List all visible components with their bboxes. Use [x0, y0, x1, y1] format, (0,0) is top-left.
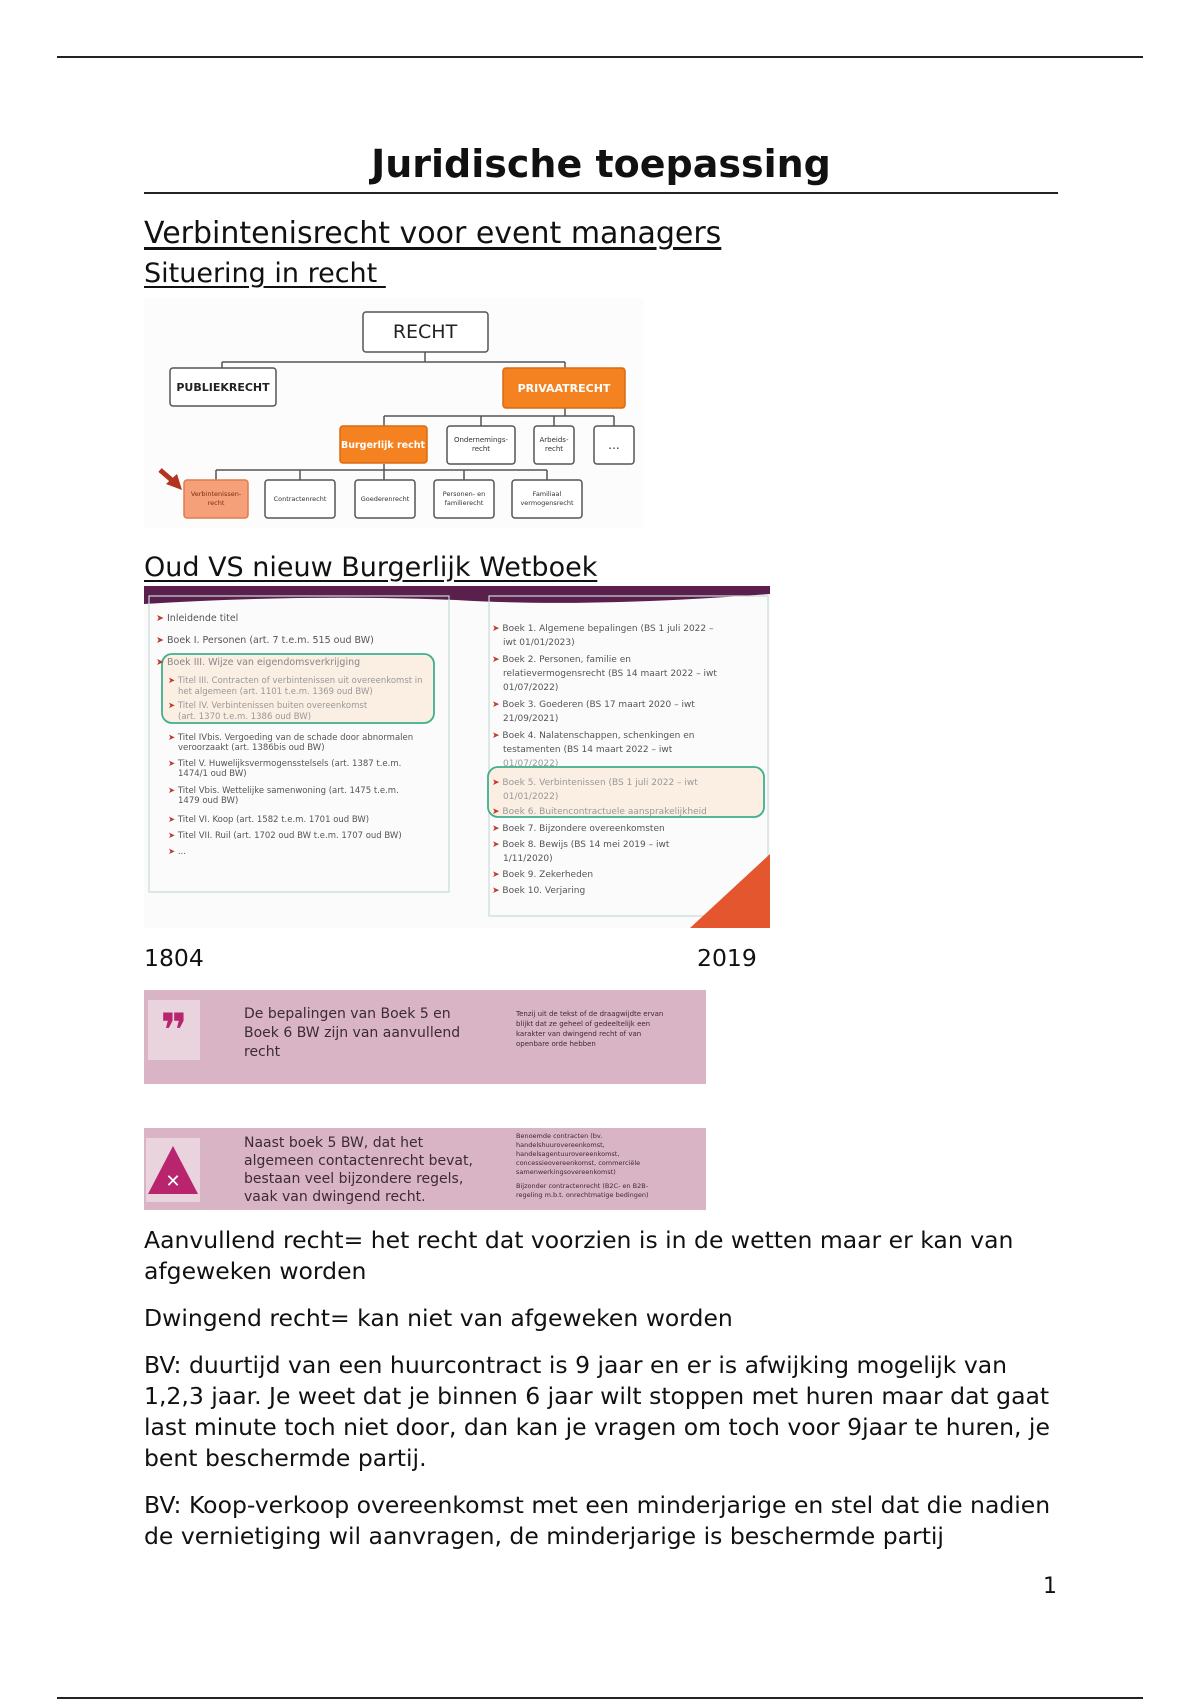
- svg-text:➤ Boek 7. Bijzondere overeenko: ➤ Boek 7. Bijzondere overeenkomsten: [492, 824, 665, 834]
- new-item-6: Boek 7. Bijzondere overeenkomsten: [502, 824, 665, 834]
- callout2-main-line3: bestaan veel bijzondere regels,: [244, 1171, 464, 1187]
- svg-text:relatievermogensrecht (BS 14 m: relatievermogensrecht (BS 14 maart 2022 – iwt: [503, 669, 717, 679]
- node-more: [594, 426, 634, 464]
- callout1-side-line4: openbare orde hebben: [516, 1040, 596, 1048]
- page-title: Juridische toepassing: [371, 142, 831, 186]
- svg-text:➤ Titel VI. Koop (art. 1582 t.: ➤ Titel VI. Koop (art. 1582 t.e.m. 1701 oud BW): [168, 815, 370, 825]
- leaf-goederenrecht-label: Goederenrecht: [360, 495, 410, 503]
- new-item-9: Boek 10. Verjaring: [502, 886, 586, 896]
- leaf-personen-line1: Personen- en: [442, 490, 486, 498]
- svg-text:➤ Boek I. Personen (art. 7 t.e: ➤ Boek I. Personen (art. 7 t.e.m. 515 oud BW): [156, 635, 374, 646]
- svg-text:1479 oud BW): 1479 oud BW): [178, 796, 239, 806]
- node-arbeids-line1: Arbeids-: [539, 436, 569, 444]
- svg-text:➤ Boek 2. Personen, familie en: ➤ Boek 2. Personen, familie en: [492, 655, 631, 665]
- node-ondernemingsrecht: [447, 426, 515, 464]
- svg-text:het algemeen (art. 1101 t.e.m.: het algemeen (art. 1101 t.e.m. 1369 oud BW): [178, 687, 373, 697]
- callout2-side-line3: handelsagentuurovereenkomst,: [516, 1150, 620, 1158]
- node-contractenrecht: [265, 480, 335, 518]
- section-heading-oud-nieuw: Oud VS nieuw Burgerlijk Wetboek: [144, 552, 598, 583]
- old-item-9: Titel VII. Ruil (art. 1702 oud BW t.e.m. 1707 oud BW): [177, 831, 402, 841]
- leaf-verbintenissen-line1: Verbintenissen-: [190, 490, 242, 498]
- svg-text:01/07/2022): 01/07/2022): [503, 759, 559, 769]
- svg-text:➤ Boek 4. Nalatenschappen, sch: ➤ Boek 4. Nalatenschappen, schenkingen en: [492, 731, 695, 741]
- node-familiaal-vermogensrecht: [512, 480, 582, 518]
- section-heading-main: Verbintenisrecht voor event managers: [144, 216, 722, 251]
- leaf-personen-line2: familierecht: [444, 499, 484, 507]
- leaf-familiaal-line2: vermogensrecht: [520, 499, 574, 507]
- leaf-contractenrecht-label: Contractenrecht: [273, 495, 327, 503]
- node-verbintenissenrecht: [184, 480, 248, 518]
- law-hierarchy-diagram: [144, 298, 644, 528]
- callout2-side-line6: Bijzonder contractenrecht (B2C- en B2B-: [516, 1182, 649, 1190]
- node-arbeids-line2: recht: [544, 445, 564, 453]
- body-paragraphs: [144, 1225, 1064, 1568]
- node-arbeidsrecht: [534, 426, 574, 464]
- svg-text:➤ Boek 5. Verbintenissen (BS 1: ➤ Boek 5. Verbintenissen (BS 1 juli 2022 – iwt: [492, 778, 698, 788]
- callout2-side-line2: handelshuurovereenkomst,: [516, 1141, 605, 1149]
- svg-text:❞: ❞: [160, 1003, 188, 1057]
- new-item-5: Boek 6. Buitencontractuele aansprakelijkheid: [502, 807, 707, 817]
- svg-text:veroorzaakt (art. 1386bis oud: veroorzaakt (art. 1386bis oud BW): [178, 743, 325, 753]
- node-burgerlijk-recht: [340, 426, 427, 463]
- svg-text:➤ Titel IVbis. Vergoeding van: ➤ Titel IVbis. Vergoeding van de schade door abnormalen: [168, 733, 414, 743]
- leaf-familiaal-line1: Familiaal: [532, 490, 562, 498]
- callout2-main-line4: vaak van dwingend recht.: [244, 1189, 426, 1205]
- bw-comparison-slide: [144, 586, 770, 928]
- node-publiekrecht: [170, 368, 276, 406]
- node-ondernemings-line1: Ondernemings-: [453, 436, 509, 444]
- node-burgerlijk-label: Burgerlijk recht: [340, 440, 426, 451]
- node-publiekrecht-label: PUBLIEKRECHT: [176, 381, 270, 394]
- callout-bijzondere-regels: [144, 1128, 706, 1210]
- svg-text:(art. 1370 t.e.m. 1386 oud BW): (art. 1370 t.e.m. 1386 oud BW): [178, 712, 312, 722]
- old-item-2: Boek III. Wijze van eigendomsverkrijging: [167, 657, 361, 668]
- svg-text:➤ Titel VII. Ruil (art. 1702 o: ➤ Titel VII. Ruil (art. 1702 oud BW t.e.m. 1707 oud BW): [168, 831, 402, 841]
- quote-icon: [148, 1000, 200, 1060]
- node-personen-familierecht: [434, 480, 494, 518]
- callout1-side-line3: karakter van dwingend recht of van: [516, 1030, 642, 1038]
- svg-text:➤ Boek 3. Goederen (BS 17 maar: ➤ Boek 3. Goederen (BS 17 maart 2020 – iwt: [492, 700, 695, 710]
- svg-text:➤ Boek 1. Algemene bepalingen: ➤ Boek 1. Algemene bepalingen (BS 1 juli 2022 –: [492, 624, 714, 634]
- svg-text:➤ Titel III. Contracten of ver: ➤ Titel III. Contracten of verbintenissen uit overeenkomst in: [168, 676, 423, 686]
- svg-text:1474/1 oud BW): 1474/1 oud BW): [178, 769, 247, 779]
- svg-text:✕: ✕: [165, 1171, 181, 1192]
- svg-text:1/11/2020): 1/11/2020): [503, 854, 553, 864]
- callout2-main-line1: Naast boek 5 BW, dat het: [244, 1135, 424, 1151]
- svg-text:➤ Boek 8. Bewijs (BS 14 mei 20: ➤ Boek 8. Bewijs (BS 14 mei 2019 – iwt: [492, 840, 670, 850]
- svg-text:➤ Titel Vbis. Wettelijke samen: ➤ Titel Vbis. Wettelijke samenwoning (art. 1475 t.e.m.: [168, 786, 399, 796]
- callout2-main-line2: algemeen contactenrecht bevat,: [244, 1153, 473, 1169]
- svg-text:➤ Titel V. Huwelijksvermogenss: ➤ Titel V. Huwelijksvermogensstelsels (art. 1387 t.e.m.: [168, 759, 402, 769]
- callout1-side-line1: Tenzij uit de tekst of de draagwijdte ervan: [516, 1010, 664, 1018]
- pointer-arrow-icon: [160, 470, 182, 490]
- svg-text:iwt 01/01/2023): iwt 01/01/2023): [503, 638, 575, 648]
- svg-text:01/01/2022): 01/01/2022): [503, 792, 559, 802]
- callout-aanvullend-recht: [144, 990, 706, 1084]
- node-ondernemings-line2: recht: [471, 445, 491, 453]
- year-old-bw: 1804: [144, 944, 204, 972]
- paragraph-dwingend-recht: Dwingend recht= kan niet van afgeweken worden: [144, 1304, 733, 1332]
- old-item-1: Boek I. Personen (art. 7 t.e.m. 515 oud BW): [167, 635, 374, 646]
- new-item-8: Boek 9. Zekerheden: [502, 870, 594, 880]
- top-page-rule: [57, 56, 1143, 58]
- slide-corner-triangle: [690, 854, 770, 928]
- svg-text:➤ Boek 10. Verjaring: ➤ Boek 10. Verjaring: [492, 886, 586, 896]
- callout2-side-line5: samenwerkingsovereenkomst): [516, 1168, 616, 1176]
- title-underline: [144, 192, 1058, 194]
- node-recht-label: RECHT: [392, 321, 458, 343]
- paragraph-example-koop-verkoop: BV: Koop-verkoop overeenkomst met een minderjarige en stel dat die nadien de vernietiging wil aanvragen, de minderjarige is beschermde partij: [144, 1491, 1051, 1550]
- bottom-page-rule: [57, 1697, 1143, 1699]
- node-goederenrecht: [355, 480, 415, 518]
- callout1-main-line2: Boek 6 BW zijn van aanvullend: [244, 1025, 461, 1041]
- node-privaatrecht-label: PRIVAATRECHT: [517, 382, 611, 395]
- svg-text:➤ ...: ➤ ...: [168, 847, 186, 857]
- old-item-8: Titel VI. Koop (art. 1582 t.e.m. 1701 oud BW): [177, 815, 370, 825]
- section-heading-situering: Situering in recht: [144, 258, 386, 289]
- svg-text:➤ Boek 6. Buitencontractuele a: ➤ Boek 6. Buitencontractuele aansprakelijkheid: [492, 807, 707, 817]
- node-recht: [363, 312, 488, 352]
- svg-text:➤ Boek III. Wijze van eigendom: ➤ Boek III. Wijze van eigendomsverkrijging: [156, 657, 361, 668]
- svg-text:➤ Boek 9. Zekerheden: ➤ Boek 9. Zekerheden: [492, 870, 594, 880]
- year-new-bw: 2019: [697, 944, 757, 972]
- callout2-side-line4: concessieovereenkomst, commerciële: [516, 1159, 641, 1167]
- paragraph-aanvullend-recht: Aanvullend recht= het recht dat voorzien is in de wetten maar er kan van afgeweken worden: [144, 1226, 1014, 1285]
- leaf-verbintenissen-line2: recht: [207, 499, 225, 507]
- page-number: 1: [1043, 1574, 1057, 1599]
- slide-header-band: [144, 586, 770, 604]
- node-privaatrecht: [503, 368, 625, 408]
- callout1-main-line3: recht: [244, 1044, 281, 1060]
- svg-text:testamenten (BS 14 maart 2022: testamenten (BS 14 maart 2022 – iwt: [503, 745, 673, 755]
- svg-text:➤ Titel IV. Verbintenissen bui: ➤ Titel IV. Verbintenissen buiten overeenkomst: [168, 701, 368, 711]
- svg-text:➤ Inleidende titel: ➤ Inleidende titel: [156, 613, 239, 624]
- old-item-0: Inleidende titel: [167, 613, 239, 624]
- callout2-side-line7: regeling m.b.t. onrechtmatige bedingen): [516, 1191, 649, 1199]
- svg-text:21/09/2021): 21/09/2021): [503, 714, 559, 724]
- svg-text:01/07/2022): 01/07/2022): [503, 683, 559, 693]
- paragraph-example-huurcontract: BV: duurtijd van een huurcontract is 9 jaar en er is afwijking mogelijk van 1,2,3 jaar. Je weet dat je binnen 6 jaar wilt stoppen met huren maar dat gaat last minute toch niet door, dan kan je vragen om toch voor 9jaar te huren, je bent beschermde partij.: [144, 1351, 1050, 1472]
- callout2-side-line1: Benoemde contracten (bv.: [516, 1132, 603, 1140]
- warning-icon: [146, 1138, 200, 1202]
- callout1-main-line1: De bepalingen van Boek 5 en: [244, 1006, 451, 1022]
- node-more-label: ...: [608, 438, 620, 452]
- old-item-10: ...: [177, 847, 186, 857]
- callout1-side-line2: blijkt dat ze geheel of gedeeltelijk een: [516, 1020, 651, 1028]
